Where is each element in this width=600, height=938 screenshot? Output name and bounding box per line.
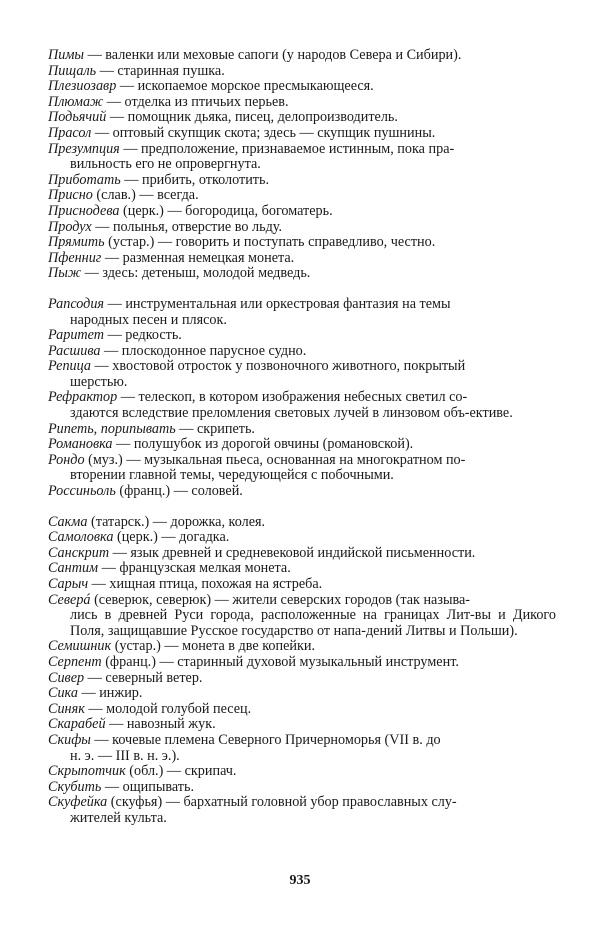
glossary-entry	[48, 422, 556, 438]
entry-definition: — хвостовой отросток у позвоночного животного, покрытый	[91, 358, 466, 375]
entry-term: Северá	[48, 591, 91, 608]
glossary-entry	[48, 173, 556, 189]
entry-definition: — полушубок из дорогой овчины (романовской).	[112, 436, 414, 453]
entry-continuation: жителей культа.	[70, 809, 167, 826]
entry-continuation: н. э. — III в. н. э.).	[70, 747, 180, 764]
entry-definition: — французская мелкая монета.	[98, 560, 291, 577]
glossary-entry	[48, 764, 556, 780]
glossary-entry	[48, 266, 556, 282]
entry-term: Пищаль	[48, 62, 97, 79]
entry-term: Скрыпотчик	[48, 763, 126, 780]
glossary-entry	[48, 64, 556, 80]
entry-term: Плюмаж	[48, 93, 104, 110]
entry-definition: — оптовый скупщик скота; здесь — скупщик пушнины.	[91, 124, 436, 141]
glossary-entry	[48, 48, 556, 64]
entry-term: Скифы	[48, 731, 91, 748]
glossary-entry	[48, 593, 556, 640]
glossary-entry	[48, 437, 556, 453]
glossary-entry	[48, 733, 556, 764]
entry-definition: — ископаемое морское пресмыкающееся.	[116, 78, 374, 95]
entry-definition: — язык древней и средневековой индийской письменности.	[109, 544, 476, 561]
glossary-entry	[48, 204, 556, 220]
entry-definition: — разменная немецкая монета.	[101, 249, 295, 266]
entry-term: Синяк	[48, 700, 85, 717]
entry-term: Расшива	[48, 342, 101, 359]
entry-definition: — скрипеть.	[175, 420, 255, 437]
entry-continuation: вторении главной темы, чередующейся с побочными.	[70, 467, 394, 484]
entry-definition: — северный ветер.	[84, 669, 203, 686]
entry-term: Сантим	[48, 560, 99, 577]
entry-definition: (франц.) — старинный духовой музыкальный инструмент.	[101, 653, 459, 670]
entry-definition: (обл.) — скрипач.	[125, 763, 237, 780]
section-gap	[48, 282, 556, 297]
glossary-entry	[48, 220, 556, 236]
entry-term: Серпент	[48, 653, 102, 670]
glossary	[48, 48, 556, 827]
glossary-entry	[48, 251, 556, 267]
entry-term: Пимы	[48, 47, 85, 63]
entry-term: Скарабей	[48, 716, 106, 733]
entry-definition: — инжир.	[77, 685, 143, 702]
entry-term: Репица	[48, 358, 91, 375]
glossary-entry	[48, 546, 556, 562]
entry-term: Санскрит	[48, 544, 110, 561]
entry-term: Рефрактор	[48, 389, 118, 406]
glossary-entry	[48, 142, 556, 173]
entry-continuation: шерстью.	[70, 373, 128, 390]
entry-definition: — предположение, признаваемое истинным, пока пра-	[119, 140, 455, 157]
entry-term: Самоловка	[48, 529, 114, 546]
entry-definition: — телескоп, в котором изображения небесных светил со-	[117, 389, 468, 406]
glossary-entry	[48, 484, 556, 500]
glossary-entry	[48, 686, 556, 702]
entry-definition: — навозный жук.	[105, 716, 216, 733]
entry-definition: (северюк, северюк) — жители северских городов (так называ-	[90, 591, 471, 608]
entry-term: Прасол	[48, 124, 92, 141]
glossary-entry	[48, 126, 556, 142]
entry-definition: — молодой голубой песец.	[84, 700, 252, 717]
entry-term: Присно	[48, 187, 93, 204]
entry-term: Рапсодия	[48, 295, 105, 312]
entry-continuation: здаются вследствие преломления световых лучей в линзовом объ-ективе.	[70, 405, 513, 422]
glossary-entry	[48, 795, 556, 826]
glossary-entry	[48, 188, 556, 204]
entry-definition: (устар.) — говорить и поступать справедливо, честно.	[104, 234, 436, 251]
entry-definition: — старинная пушка.	[96, 62, 225, 79]
glossary-entry	[48, 359, 556, 390]
glossary-entry	[48, 328, 556, 344]
entry-definition: — инструментальная или оркестровая фантазия на темы	[104, 295, 451, 312]
entry-definition: — отделка из птичьих перьев.	[103, 93, 289, 110]
entry-term: Россиньоль	[48, 483, 116, 500]
entry-definition: — прибить, отколотить.	[120, 171, 270, 188]
glossary-entry	[48, 702, 556, 718]
glossary-entry	[48, 671, 556, 687]
entry-definition: (скуфья) — бархатный головной убор православных слу-	[107, 794, 457, 811]
glossary-entry	[48, 530, 556, 546]
entry-definition: — ощипывать.	[101, 778, 195, 795]
entry-term: Семишник	[48, 638, 112, 655]
page-number: 935	[289, 873, 311, 888]
glossary-entry	[48, 655, 556, 671]
glossary-entry	[48, 297, 556, 328]
entry-term: Сакма	[48, 513, 88, 530]
entry-definition: — кочевые племена Северного Причерноморья (VII в. до	[90, 731, 441, 748]
entry-term: Скубить	[48, 778, 102, 795]
glossary-entry	[48, 717, 556, 733]
entry-term: Приснодева	[48, 202, 120, 219]
entry-definition: — валенки или меховые сапоги (у народов Севера и Сибири).	[84, 47, 462, 63]
entry-definition: — плоскодонное парусное судно.	[100, 342, 307, 359]
glossary-entry	[48, 577, 556, 593]
glossary-entry	[48, 515, 556, 531]
entry-definition: — полынья, отверстие во льду.	[91, 218, 283, 235]
entry-definition: (слав.) — всегда.	[92, 187, 199, 204]
entry-definition: — хищная птица, похожая на ястреба.	[88, 576, 323, 592]
entry-continuation: народных песен и плясок.	[70, 311, 227, 328]
entry-definition: — здесь: детеныш, молодой медведь.	[81, 265, 311, 282]
entry-term: Продух	[48, 218, 92, 235]
glossary-entry	[48, 561, 556, 577]
entry-term: Сика	[48, 685, 78, 702]
entry-term: Приботать	[48, 171, 121, 188]
entry-term: Пфенниг	[48, 249, 102, 266]
entry-definition: (муз.) — музыкальная пьеса, основанная на многократном по-	[84, 451, 466, 468]
glossary-entry	[48, 235, 556, 251]
glossary-entry	[48, 110, 556, 126]
entry-term: Плезиозавр	[48, 78, 117, 95]
entry-term: Сарыч	[48, 576, 89, 592]
glossary-entry	[48, 390, 556, 421]
entry-term: Подьячий	[48, 109, 107, 126]
glossary-entry	[48, 453, 556, 484]
entry-definition: (церк.) — богородица, богоматерь.	[119, 202, 333, 219]
entry-term: Прямить	[48, 234, 105, 251]
entry-definition: (церк.) — догадка.	[113, 529, 230, 546]
glossary-entry	[48, 79, 556, 95]
entry-definition: — помощник дьяка, писец, делопроизводитель.	[106, 109, 398, 126]
entry-term: Рипеть, порипывать	[48, 420, 176, 437]
entry-continuation: вильность его не опровергнута.	[70, 156, 261, 173]
entry-term: Раритет	[48, 327, 105, 344]
entry-definition: (франц.) — соловей.	[115, 483, 243, 500]
glossary-entry	[48, 95, 556, 111]
glossary-entry	[48, 344, 556, 360]
entry-term: Пыж	[48, 265, 82, 282]
entry-term: Сивер	[48, 669, 85, 686]
section-gap	[48, 500, 556, 515]
glossary-entry	[48, 639, 556, 655]
entry-term: Романовка	[48, 436, 113, 453]
entry-definition: — редкость.	[104, 327, 182, 344]
entry-definition: (устар.) — монета в две копейки.	[111, 638, 316, 655]
entry-term: Скуфейка	[48, 794, 108, 811]
glossary-entry	[48, 780, 556, 796]
entry-continuation: лись в древней Руси города, расположенные на границах Лит-вы и Дикого Поля, защищавшие Русское государство от напа-дений Литвы и Польши).	[70, 607, 556, 639]
entry-term: Презумпция	[48, 140, 120, 157]
entry-term: Рондо	[48, 451, 85, 468]
entry-definition: (татарск.) — дорожка, колея.	[87, 513, 266, 530]
